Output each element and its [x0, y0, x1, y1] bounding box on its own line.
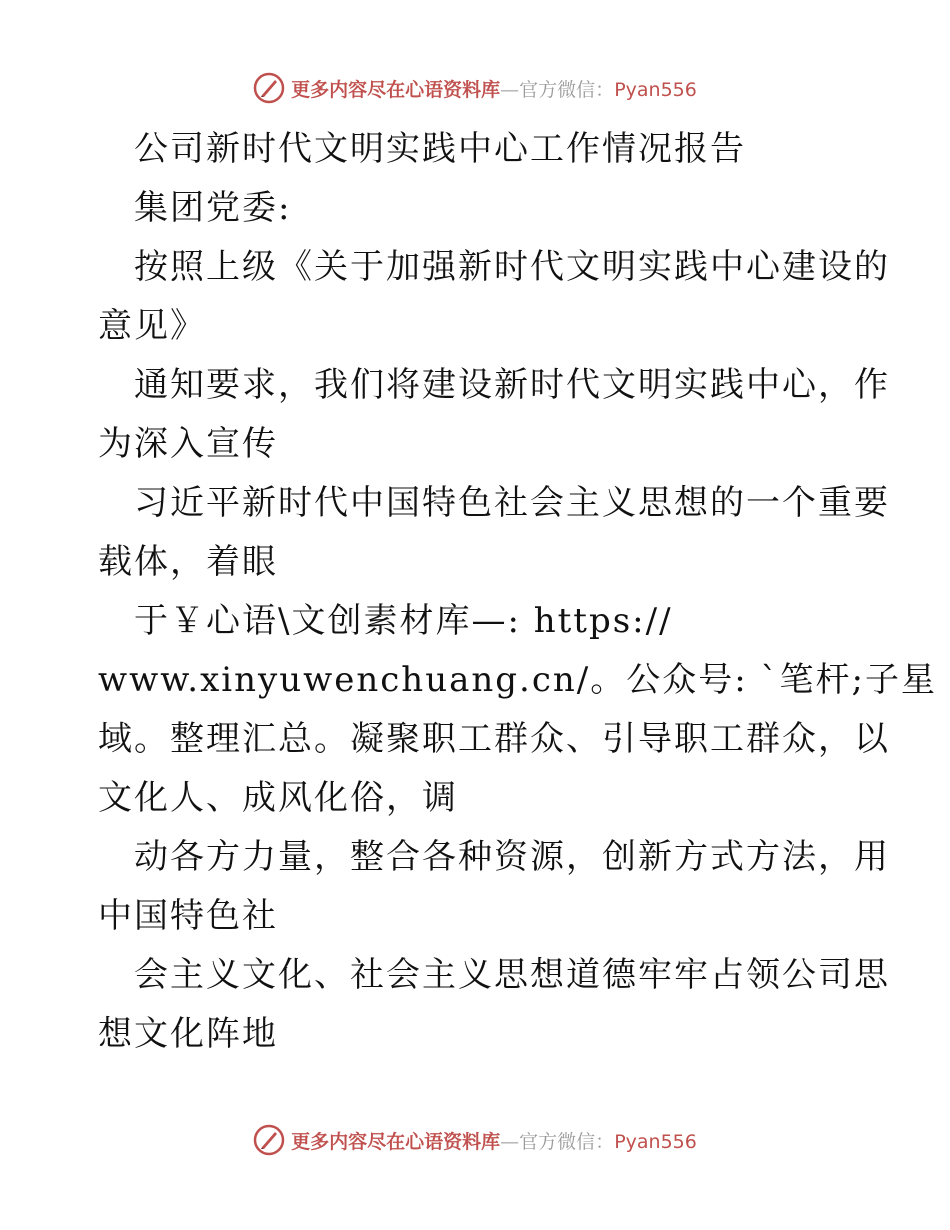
text-line: 想文化阵地	[98, 1014, 278, 1054]
banner-main: 更多内容尽在心语资料库	[291, 78, 501, 101]
banner-text	[291, 1127, 697, 1154]
text-line: 域。整理汇总。凝聚职工群众、引导职工群众，以	[98, 719, 890, 759]
text-line: 中国特色社	[98, 896, 278, 936]
text-line: www.xinyuwenchuang.cn/。公众号: `笔杆;子星	[98, 660, 937, 700]
quill-logo-icon	[253, 1124, 285, 1156]
banner-suffix: 官方微信：	[519, 78, 615, 101]
banner-id: Pyan556	[614, 78, 697, 101]
text-line: 文化人、成风化俗，调	[98, 778, 458, 818]
document-body	[98, 120, 937, 1064]
text-line: 载体，着眼	[98, 542, 278, 582]
banner-suffix: 官方微信：	[519, 1130, 615, 1153]
text-line: 通知要求，我们将建设新时代文明实践中心，作	[134, 365, 890, 405]
header-banner	[0, 72, 950, 104]
text-line: 于￥心语\文创素材库—: https://	[134, 601, 673, 641]
text-line: 习近平新时代中国特色社会主义思想的一个重要	[134, 483, 890, 523]
banner-separator: —	[500, 1130, 520, 1153]
banner-main: 更多内容尽在心语资料库	[291, 1130, 501, 1153]
salutation: 集团党委:	[134, 188, 292, 228]
text-line: 按照上级《关于加强新时代文明实践中心建设的	[134, 247, 890, 287]
banner-separator: —	[500, 78, 520, 101]
quill-logo-icon	[253, 72, 285, 104]
text-line: 为深入宣传	[98, 424, 278, 464]
banner-id: Pyan556	[614, 1130, 697, 1153]
text-line: 动各方力量，整合各种资源，创新方式方法，用	[134, 837, 890, 877]
document-title: 公司新时代文明实践中心工作情况报告	[134, 129, 746, 169]
banner-text	[291, 75, 697, 102]
text-line: 会主义文化、社会主义思想道德牢牢占领公司思	[134, 955, 890, 995]
footer-banner	[0, 1124, 950, 1156]
text-line: 意见》	[98, 306, 206, 346]
